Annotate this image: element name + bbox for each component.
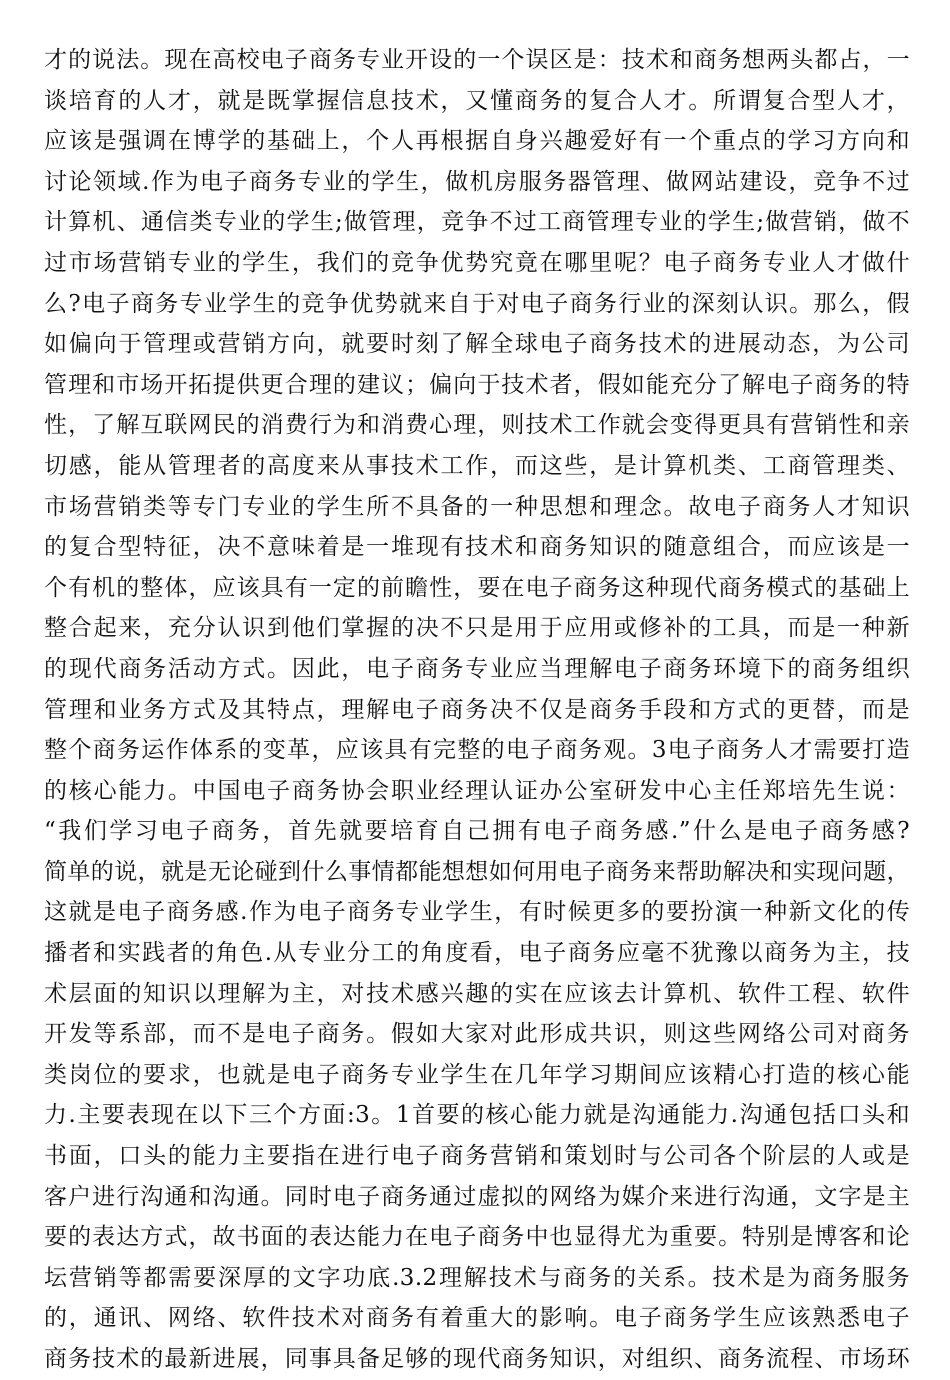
text-line-15: 整合起来，充分认识到他们掌握的决不只是用于应用或修补的工具，而是一种新 bbox=[44, 615, 910, 642]
text-line-29: 客户进行沟通和沟通。同时电子商务通过虚拟的网络为媒介来进行沟通，文字是主 bbox=[44, 1183, 910, 1210]
text-line-23: 播者和实践者的角色.从专业分工的角度看，电子商务应毫不犹豫以商务为主，技 bbox=[44, 940, 910, 967]
text-line-32: 的，通讯、网络、软件技术对商务有着重大的影响。电子商务学生应该熟悉电子 bbox=[44, 1305, 910, 1332]
text-line-21: 简单的说，就是无论碰到什么事情都能想想如何用电子商务来帮助解决和实现问题， bbox=[44, 858, 910, 885]
text-line-6: 过市场营销专业的学生，我们的竞争优势究竟在哪里呢？电子商务专业人才做什 bbox=[44, 249, 910, 276]
text-line-12: 市场营销类等专门专业的学生所不具备的一种思想和理念。故电子商务人才知识 bbox=[44, 493, 910, 520]
text-line-31: 坛营销等都需要深厚的文字功底.3.2理解技术与商务的关系。技术是为商务服务 bbox=[44, 1264, 910, 1291]
text-line-24: 术层面的知识以理解为主，对技术感兴趣的实在应该去计算机、软件工程、软件 bbox=[44, 980, 910, 1007]
text-line-27: 力.主要表现在以下三个方面:3。1首要的核心能力就是沟通能力.沟通包括口头和 bbox=[44, 1102, 910, 1129]
text-line-5: 计算机、通信类专业的学生;做管理，竞争不过工商管理专业的学生;做营销，做不 bbox=[44, 209, 910, 236]
text-line-25: 开发等系部，而不是电子商务。假如大家对此形成共识，则这些网络公司对商务 bbox=[44, 1021, 910, 1048]
text-line-14: 个有机的整体，应该具有一定的前瞻性，要在电子商务这种现代商务模式的基础上 bbox=[44, 574, 910, 601]
text-line-16: 的现代商务活动方式。因此，电子商务专业应当理解电子商务环境下的商务组织 bbox=[44, 655, 910, 682]
text-line-17: 管理和业务方式及其特点，理解电子商务决不仅是商务手段和方式的更替，而是 bbox=[44, 696, 910, 723]
text-line-26: 类岗位的要求，也就是电子商务专业学生在几年学习期间应该精心打造的核心能 bbox=[44, 1061, 910, 1088]
text-line-9: 管理和市场开拓提供更合理的建议；偏向于技术者，假如能充分了解电子商务的特 bbox=[44, 371, 910, 398]
text-line-10: 性，了解互联网民的消费行为和消费心理，则技术工作就会变得更具有营销性和亲 bbox=[44, 412, 910, 439]
text-line-30: 要的表达方式，故书面的表达能力在电子商务中也显得尤为重要。特别是博客和论 bbox=[44, 1224, 910, 1251]
text-line-20: “我们学习电子商务，首先就要培育自己拥有电子商务感.”什么是电子商务感? bbox=[44, 818, 910, 845]
text-line-22: 这就是电子商务感.作为电子商务专业学生，有时候更多的要扮演一种新文化的传 bbox=[44, 899, 910, 926]
document-body bbox=[44, 40, 910, 1380]
text-line-7: 么?电子商务专业学生的竞争优势就来自于对电子商务行业的深刻认识。那么，假 bbox=[44, 290, 910, 317]
text-line-1: 才的说法。现在高校电子商务专业开设的一个误区是：技术和商务想两头都占，一 bbox=[44, 47, 910, 73]
text-line-19: 的核心能力。中国电子商务协会职业经理认证办公室研发中心主任郑培先生说： bbox=[44, 777, 910, 804]
text-line-11: 切感，能从管理者的高度来从事技术工作，而这些，是计算机类、工商管理类、 bbox=[44, 452, 910, 479]
text-line-2: 谈培育的人才，就是既掌握信息技术，又懂商务的复合人才。所谓复合型人才， bbox=[44, 87, 910, 114]
text-line-18: 整个商务运作体系的变革，应该具有完整的电子商务观。3电子商务人才需要打造 bbox=[44, 737, 910, 764]
text-line-28: 书面，口头的能力主要指在进行电子商务营销和策划时与公司各个阶层的人或是 bbox=[44, 1143, 910, 1170]
text-line-8: 如偏向于管理或营销方向，就要时刻了解全球电子商务技术的进展动态，为公司 bbox=[44, 331, 910, 358]
text-line-13: 的复合型特征，决不意味着是一堆现有技术和商务知识的随意组合，而应该是一 bbox=[44, 534, 910, 561]
text-line-33: 商务技术的最新进展，同事具备足够的现代商务知识，对组织、商务流程、市场环 bbox=[44, 1346, 910, 1372]
text-line-3: 应该是强调在博学的基础上，个人再根据自身兴趣爱好有一个重点的学习方向和 bbox=[44, 128, 910, 155]
text-line-4: 讨论领域.作为电子商务专业的学生，做机房服务器管理、做网站建设，竞争不过 bbox=[44, 168, 910, 195]
